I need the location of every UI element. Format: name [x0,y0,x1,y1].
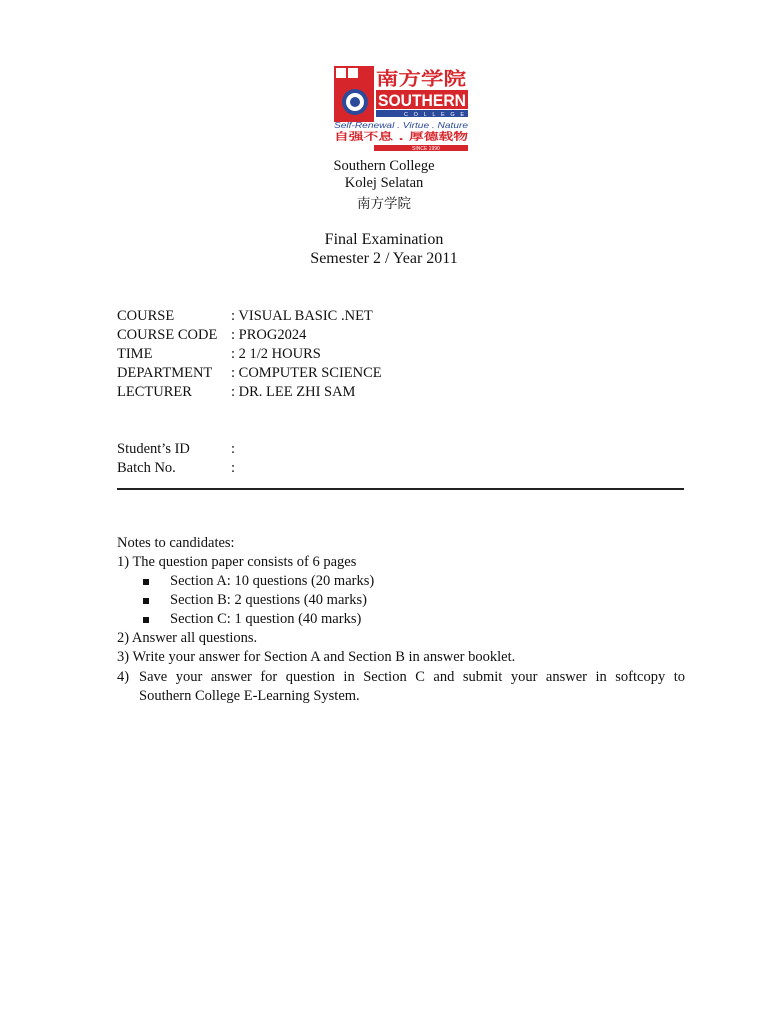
logo-chinese-name: 南方学院 [376,69,448,90]
bullet-icon [143,617,149,623]
southern-college-logo [334,66,468,153]
student-id-label: Student’s ID [117,441,190,457]
note-3: 3) Write your answer for Section A and Section B in answer booklet. [117,649,516,665]
bullet-icon [143,579,149,585]
time-value: : 2 1/2 HOURS [231,346,321,362]
batch-no-label: Batch No. [117,460,176,476]
logo-sub: COLLEGE [404,112,464,118]
notes-heading: Notes to candidates: [117,535,235,551]
time-label: TIME [117,346,153,362]
college-name-en: Southern College [333,158,435,174]
divider-rule [117,488,684,490]
logo-wordmark: SOUTHERN [378,91,466,110]
logo-since: SINCE 1990 [412,146,440,152]
note-1: 1) The question paper consists of 6 pages [117,554,357,570]
student-id-value[interactable]: : [231,441,236,457]
course-label: COURSE [117,308,175,324]
course-value: : VISUAL BASIC .NET [231,308,373,324]
lecturer-value: : DR. LEE ZHI SAM [231,384,356,400]
department-label: DEPARTMENT [117,365,213,381]
logo-motto-cn: 自强不息 . 厚德载物 [334,132,425,143]
section-b-item: Section B: 2 questions (40 marks) [170,592,367,608]
note-4-line-1: Save your answer for question in Section C and submit your answer in softcopy to [139,669,685,685]
college-name-my: Kolej Selatan [344,175,424,191]
bullet-icon [143,598,149,604]
department-value: : COMPUTER SCIENCE [231,365,382,381]
exam-semester: Semester 2 / Year 2011 [310,250,458,267]
lecturer-label: LECTURER [117,384,192,400]
course-code-label: COURSE CODE [117,327,218,343]
section-c-item: Section C: 1 question (40 marks) [170,611,362,627]
note-2: 2) Answer all questions. [117,630,258,646]
course-code-value: : PROG2024 [231,327,307,343]
logo-motto-en: Self-Renewal . Virtue . Nature [334,120,468,130]
exam-title: Final Examination [324,231,444,248]
note-4-number: 4) [117,669,130,685]
college-name-cn: 南方学院 [357,196,411,212]
batch-no-value[interactable]: : [231,460,236,476]
section-a-item: Section A: 10 questions (20 marks) [170,573,375,589]
note-4-line-2: Southern College E-Learning System. [139,688,360,704]
